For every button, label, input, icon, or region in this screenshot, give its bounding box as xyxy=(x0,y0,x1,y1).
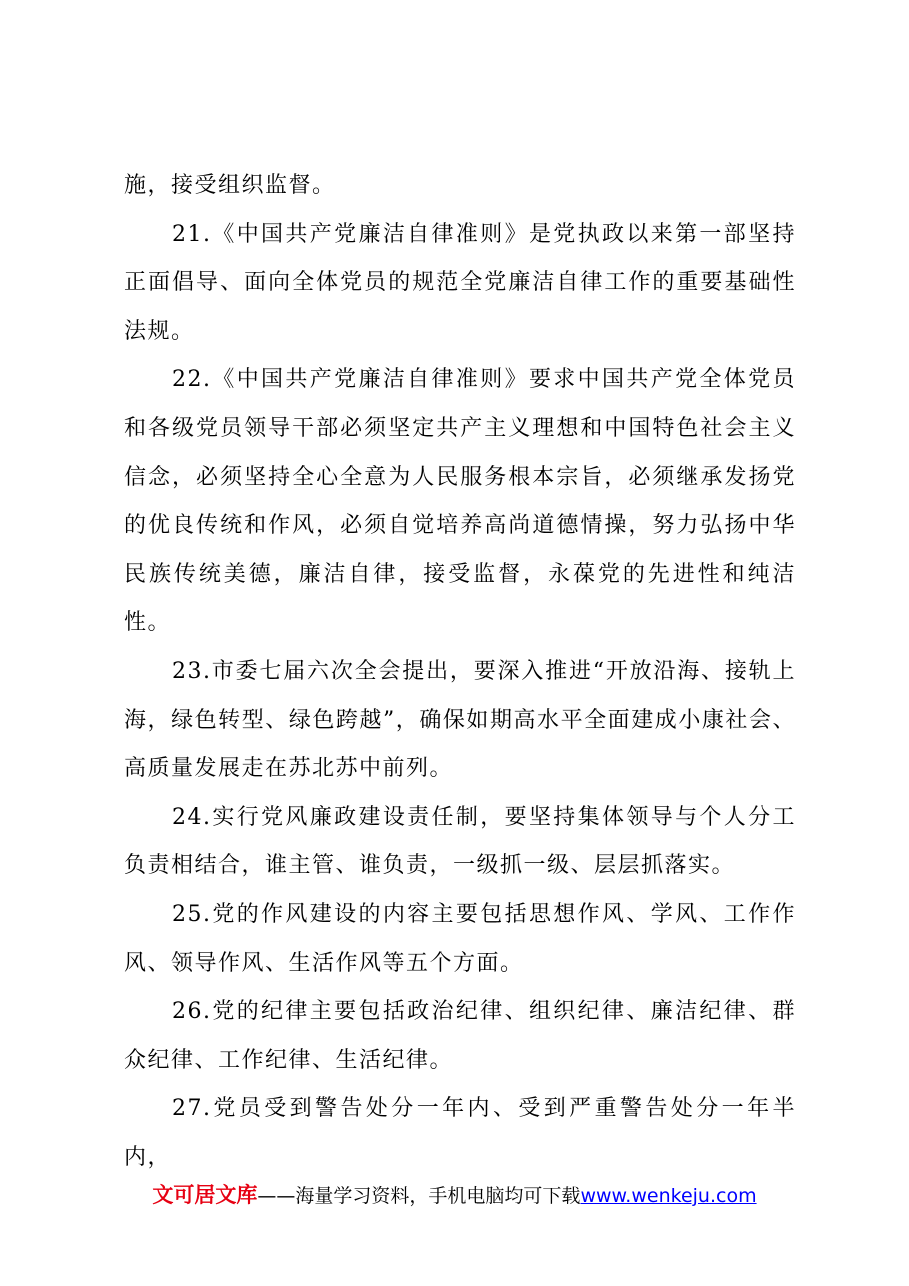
footer-slogan: ——海量学习资料，手机电脑均可下载 xyxy=(257,1185,581,1207)
footer-brand: 文可居文库 xyxy=(152,1183,258,1207)
paragraph-item-27: 27.党员受到警告处分一年内、受到严重警告处分一年半内， xyxy=(124,1096,796,1170)
paragraph-item-23: 23.市委七届六次全会提出，要深入推进“开放沿海、接轨上海，绿色转型、绿色跨越”，确保如期高水平全面建成小康社会、高质量发展走在苏北苏中前列。 xyxy=(124,658,796,782)
paragraph-item-24: 24.实行党风廉政建设责任制，要坚持集体领导与个人分工负责相结合，谁主管、谁负责，一级抓一级、层层抓落实。 xyxy=(124,804,796,879)
paragraph-item-22: 22.《中国共产党廉洁自律准则》要求中国共产党全体党员和各级党员领导干部必须坚定共产主义理想和中国特色社会主义信念，必须坚持全心全意为人民服务根本宗旨，必须继承发扬党的优良传统和作风，必须自觉培养高尚道德情操，努力弘扬中华民族传统美德，廉洁自律，接受监督，永葆党的先进性和纯洁性。 xyxy=(124,367,796,636)
paragraph-item-26: 26.党的纪律主要包括政治纪律、组织纪律、廉洁纪律、群众纪律、工作纪律、生活纪律。 xyxy=(124,999,796,1073)
paragraph-continuation: 施，接受组织监督。 xyxy=(124,173,336,198)
paragraph-item-25: 25.党的作风建设的内容主要包括思想作风、学风、工作作风、领导作风、生活作风等五个方面。 xyxy=(124,901,796,976)
footer-website-link[interactable]: www.wenkeju.com xyxy=(580,1185,757,1207)
document-body xyxy=(124,162,796,1182)
footer-banner xyxy=(0,1180,909,1211)
paragraph-item-21: 21.《中国共产党廉洁自律准则》是党执政以来第一部坚持正面倡导、面向全体党员的规范全党廉洁自律工作的重要基础性法规。 xyxy=(124,221,796,344)
